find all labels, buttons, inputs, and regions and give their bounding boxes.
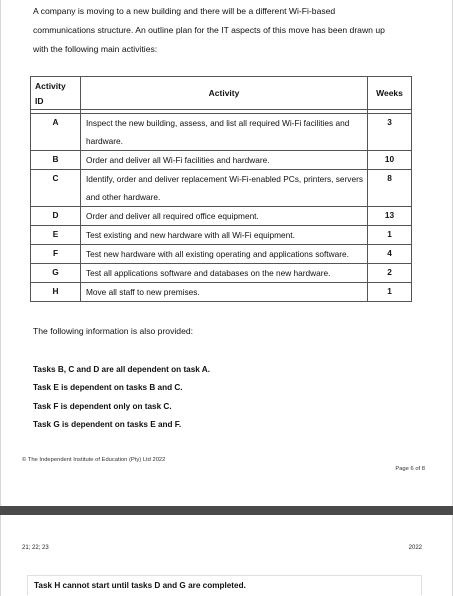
activity-cell: Order and deliver all required office equipment. [81,207,368,226]
info-text: The following information is also provided: [33,326,194,336]
activity-cell: Identify, order and deliver replacement Wi-Fi-enabled PCs, printers, servers and other hardware. [81,170,368,207]
weeks-cell: 3 [368,114,412,151]
weeks-cell: 4 [368,245,412,264]
activity-table [30,76,412,302]
activity-cell: Test all applications software and databases on the new hardware. [81,264,368,283]
copyright-footer: © The Independent Institute of Education (Pty) Ltd 2022 [22,457,166,463]
activity-id-cell: D [31,207,81,226]
activity-cell: Move all staff to new premises. [81,283,368,302]
table-row [31,283,412,302]
weeks-cell: 1 [368,283,412,302]
intro-paragraph [33,2,428,59]
activity-id-cell: H [31,283,81,302]
weeks-cell: 13 [368,207,412,226]
activity-id-cell: B [31,151,81,170]
activity-cell: Test existing and new hardware with all Wi-Fi equipment. [81,226,368,245]
header-activity-id: Activity ID [31,77,81,110]
table-row [31,170,412,207]
table-row [31,151,412,170]
table-header-row [31,77,412,110]
page-divider [0,506,453,515]
weeks-cell: 2 [368,264,412,283]
page-header-right: 2022 [408,545,422,551]
page-header-left: 21; 22; 23 [22,545,49,551]
weeks-cell: 1 [368,226,412,245]
dependency-item: Tasks B, C and D are all dependent on task A. [33,365,210,374]
header-weeks: Weeks [368,77,412,110]
intro-line-3: with the following main activities: [33,44,158,54]
intro-line-2: communications structure. An outline plan for the IT aspects of this move has been drawn up [33,25,385,35]
activity-cell: Test new hardware with all existing operating and applications software. [81,245,368,264]
activity-id-cell: A [31,114,81,151]
weeks-cell: 8 [368,170,412,207]
activity-cell: Inspect the new building, assess, and list all required Wi-Fi facilities and hardware. [81,114,368,151]
activity-id-cell: G [31,264,81,283]
table-row [31,114,412,151]
table-row [31,207,412,226]
next-page [0,515,453,596]
table-row [31,264,412,283]
dependency-list [33,361,210,434]
task-h-note: Task H cannot start until tasks D and G are completed. [27,575,422,595]
dependency-item: Task G is dependent on tasks E and F. [33,419,182,429]
table-row [31,226,412,245]
dependency-item: Task F is dependent only on task C. [33,401,172,411]
intro-line-1: A company is moving to a new building and there will be a different Wi-Fi-based [33,6,336,16]
activity-id-cell: C [31,170,81,207]
activity-id-cell: E [31,226,81,245]
table-row [31,245,412,264]
page-number: Page 6 of 8 [395,466,425,472]
activity-cell: Order and deliver all Wi-Fi facilities and hardware. [81,151,368,170]
weeks-cell: 10 [368,151,412,170]
header-activity: Activity [81,77,368,110]
dependency-item: Task E is dependent on tasks B and C. [33,383,183,393]
activity-id-cell: F [31,245,81,264]
